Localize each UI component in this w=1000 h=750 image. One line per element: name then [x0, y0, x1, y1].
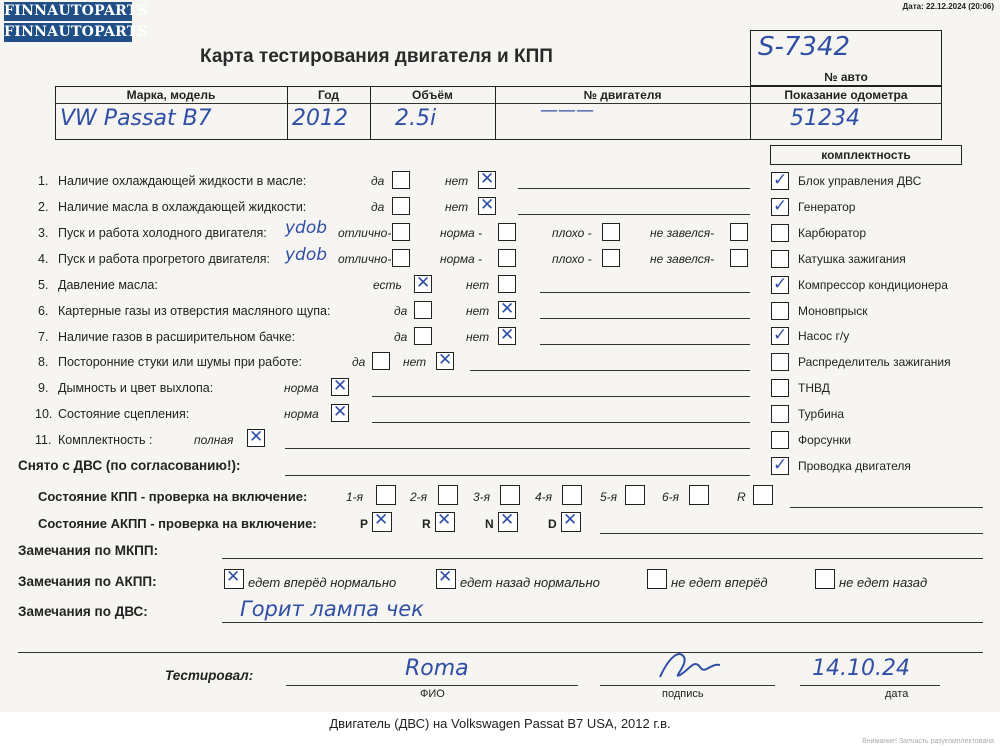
remarks-akpp-label: Замечания по АКПП:	[18, 574, 157, 589]
logo-finnautoparts: FINNAUTOPARTS	[4, 3, 148, 19]
row3-note: ydob	[285, 218, 328, 238]
opt-da: да	[394, 304, 408, 318]
item-label: Пуск и работа прогретого двигателя:	[58, 252, 270, 266]
kpp-gear-label: 5-я	[600, 490, 618, 504]
kpp-gear-box[interactable]	[562, 485, 582, 505]
kit-checkbox[interactable]	[771, 353, 789, 371]
akpp-gear-box[interactable]: ✕	[498, 512, 518, 532]
opt-otl: отлично-	[338, 252, 392, 266]
row4-ploho-box[interactable]	[602, 249, 620, 267]
akpp-gear-box[interactable]: ✕	[435, 512, 455, 532]
kpp-gear-label: 6-я	[662, 490, 680, 504]
row2-da-box[interactable]	[392, 197, 410, 215]
opt-norma: норма	[284, 381, 319, 395]
row2-net-box[interactable]: ✕	[480, 195, 495, 215]
row11-full-box[interactable]: ✕	[249, 427, 264, 447]
brand-header: Марка, модель	[126, 88, 216, 102]
row3-nezav-box[interactable]	[730, 223, 748, 241]
kit-checkbox[interactable]	[771, 379, 789, 397]
item-number: 11.	[35, 433, 52, 447]
item-number: 2.	[38, 200, 49, 214]
kpp-gear-label: 2-я	[410, 490, 428, 504]
logo-finnautoparts-2: FINNAUTOPARTS	[4, 24, 148, 40]
kpp-gear-box[interactable]	[438, 485, 458, 505]
fio-label: ФИО	[420, 688, 445, 700]
engine-no-header: № двигателя	[583, 88, 662, 102]
kit-checkbox[interactable]	[771, 250, 789, 268]
akpp-gear-label: R	[422, 517, 431, 531]
kit-item-label: Насос г/у	[798, 329, 850, 344]
kit-item-label: Турбина	[798, 407, 845, 422]
opt-net: нет	[466, 278, 490, 292]
tested-label: Тестировал:	[165, 668, 254, 683]
item-label: Давление масла:	[58, 278, 158, 292]
tester-name: Roma	[405, 656, 469, 681]
row4-nezav-box[interactable]	[730, 249, 748, 267]
kpp-gear-box[interactable]	[625, 485, 645, 505]
kit-checkbox[interactable]: ✓	[773, 325, 788, 346]
kpp-gear-box[interactable]	[753, 485, 773, 505]
row10-norma-box[interactable]: ✕	[333, 402, 348, 422]
opt-est: есть	[373, 278, 402, 292]
opt-ploho: плохо -	[552, 252, 592, 266]
kit-title: комплектность	[821, 148, 911, 162]
brand-value: VW Passat B7	[60, 106, 212, 131]
akpp-no-reverse-label: не едет назад	[839, 575, 928, 590]
signature	[650, 645, 730, 685]
kit-item-label: Катушка зажигания	[798, 251, 906, 266]
kpp-gear-box[interactable]	[500, 485, 520, 505]
kpp-gear-label: 1-я	[346, 490, 364, 504]
opt-da: да	[352, 355, 366, 369]
item-number: 3.	[38, 226, 49, 240]
year-value: 2012	[292, 106, 348, 131]
row8-net-box[interactable]: ✕	[438, 350, 453, 370]
row6-net-box[interactable]: ✕	[500, 299, 515, 319]
kit-item-label: ТНВД	[798, 381, 830, 396]
kit-checkbox[interactable]: ✓	[773, 195, 788, 216]
akpp-gear-label: P	[360, 517, 369, 531]
date-stamp: Дата: 22.12.2024 (20:06)	[902, 2, 994, 11]
opt-da: да	[371, 200, 385, 214]
opt-otl: отлично-	[338, 226, 392, 240]
kit-item-label: Форсунки	[798, 433, 852, 447]
image-caption: Двигатель (ДВС) на Volkswagen Passat B7 USA, 2012 г.в.	[329, 716, 671, 731]
kpp-label: Состояние КПП - проверка на включение:	[38, 489, 308, 504]
row5-est-box[interactable]: ✕	[416, 273, 431, 293]
akpp-label: Состояние АКПП - проверка на включение:	[38, 516, 317, 531]
opt-net: нет	[466, 330, 490, 344]
opt-nezav: не завелся-	[650, 252, 715, 266]
opt-net: нет	[466, 304, 490, 318]
row3-ploho-box[interactable]	[602, 223, 620, 241]
item-label: Наличие охлаждающей жидкости в масле:	[58, 174, 307, 188]
item-number: 6.	[38, 304, 49, 318]
remarks-dvs-note: Горит лампа чек	[240, 597, 424, 621]
akpp-reverse-ok-label: едет назад нормально	[460, 575, 600, 590]
item-number: 9.	[38, 381, 49, 395]
kit-checkbox[interactable]	[771, 431, 789, 449]
akpp-gear-box[interactable]: ✕	[561, 512, 581, 532]
opt-da: да	[394, 330, 408, 344]
test-date: 14.10.24	[812, 656, 910, 681]
kpp-gear-label: 4-я	[535, 490, 553, 504]
row9-norma-box[interactable]: ✕	[333, 376, 348, 396]
auto-number-value: S-7342	[758, 32, 851, 62]
row7-net-box[interactable]: ✕	[500, 325, 515, 345]
odometer-value: 51234	[790, 106, 860, 131]
item-label: Посторонние стуки или шумы при работе:	[58, 355, 302, 369]
row1-da-box[interactable]	[392, 171, 410, 189]
kpp-gear-box[interactable]	[376, 485, 396, 505]
sign-label: подпись	[662, 688, 704, 700]
kit-item-label: Карбюратор	[798, 225, 867, 240]
item-label: Состояние сцепления:	[58, 407, 190, 421]
row6-da-box[interactable]	[414, 301, 432, 319]
opt-nezav: не завелся-	[650, 226, 715, 240]
row7-da-box[interactable]	[414, 327, 432, 345]
kit-item-label: Проводка двигателя	[798, 458, 911, 473]
item-number: 5.	[38, 278, 49, 292]
kit-checkbox[interactable]	[771, 405, 789, 423]
kit-checkbox[interactable]: ✓	[773, 273, 788, 294]
kpp-gear-label: 3-я	[473, 490, 491, 504]
item-number: 1.	[38, 174, 49, 188]
akpp-no-forward-box[interactable]	[647, 569, 667, 589]
item-label: Наличие газов в расширительном бачке:	[58, 330, 296, 344]
opt-net: нет	[445, 174, 469, 188]
volume-header: Объём	[412, 88, 453, 102]
kit-item-label: Распределитель зажигания	[798, 355, 951, 370]
remarks-mkpp-label: Замечания по МКПП:	[18, 543, 159, 558]
akpp-gear-box[interactable]: ✕	[372, 512, 392, 532]
row4-note: ydob	[285, 245, 328, 265]
odometer-header: Показание одометра	[784, 88, 908, 102]
row4-norma-box[interactable]	[498, 249, 516, 267]
kpp-gear-box[interactable]	[689, 485, 709, 505]
kit-checkbox[interactable]	[771, 302, 789, 320]
opt-ploho: плохо -	[552, 226, 592, 240]
item-number: 7.	[38, 330, 49, 344]
opt-net: нет	[445, 200, 469, 214]
watermark-note: Внимание! Запчасть разукомплектована	[862, 738, 994, 745]
item-number: 8.	[38, 355, 49, 369]
year-header: Год	[318, 88, 339, 102]
opt-norma: норма	[284, 407, 319, 421]
remarks-dvs-label: Замечания по ДВС:	[18, 604, 148, 619]
item-label: Картерные газы из отверстия масляного щупа:	[58, 304, 331, 318]
row4-otl-box[interactable]	[392, 249, 410, 267]
kit-item-label: Моновпрыск	[798, 303, 868, 318]
item-number: 4.	[38, 252, 49, 266]
akpp-forward-ok-label: едет вперёд нормально	[248, 575, 397, 590]
kit-checkbox[interactable]: ✓	[773, 454, 788, 475]
opt-da: да	[371, 174, 385, 188]
row3-norma-box[interactable]	[498, 223, 516, 241]
kit-item-label: Компрессор кондиционера	[798, 277, 948, 292]
row8-da-box[interactable]	[372, 352, 390, 370]
row3-otl-box[interactable]	[392, 223, 410, 241]
kit-item-label: Генератор	[798, 199, 856, 214]
akpp-gear-label: N	[485, 517, 494, 531]
item-number: 10.	[35, 407, 53, 421]
page-title: Карта тестирования двигателя и КПП	[200, 46, 553, 67]
akpp-no-forward-label: не едет вперёд	[671, 575, 768, 590]
item-label: Дымность и цвет выхлопа:	[58, 381, 214, 395]
removed-label: Снято с ДВС (по согласованию!):	[18, 458, 241, 473]
opt-full: полная	[194, 433, 234, 447]
item-label: Наличие масла в охлаждающей жидкости:	[58, 200, 307, 214]
kpp-gear-label: R	[737, 490, 746, 504]
opt-norma: норма -	[440, 226, 483, 240]
kit-checkbox[interactable]: ✓	[773, 170, 788, 190]
date-label: дата	[885, 688, 909, 700]
opt-norma: норма -	[440, 252, 483, 266]
volume-value: 2.5i	[395, 106, 437, 131]
akpp-no-reverse-box[interactable]	[815, 569, 835, 589]
auto-number-label: № авто	[824, 70, 868, 84]
row1-net-box[interactable]: ✕	[480, 169, 495, 189]
opt-net: нет	[403, 355, 427, 369]
item-label: Комплектность :	[58, 433, 153, 447]
akpp-gear-label: D	[548, 517, 557, 531]
row5-net-box[interactable]	[498, 275, 516, 293]
kit-checkbox[interactable]	[771, 224, 789, 242]
akpp-reverse-ok-box[interactable]: ✕	[436, 569, 456, 589]
engine-no-value: ———	[540, 100, 594, 121]
kit-item-label: Блок управления ДВС	[798, 174, 922, 188]
akpp-forward-ok-box[interactable]: ✕	[224, 569, 244, 589]
item-label: Пуск и работа холодного двигателя:	[58, 226, 267, 240]
